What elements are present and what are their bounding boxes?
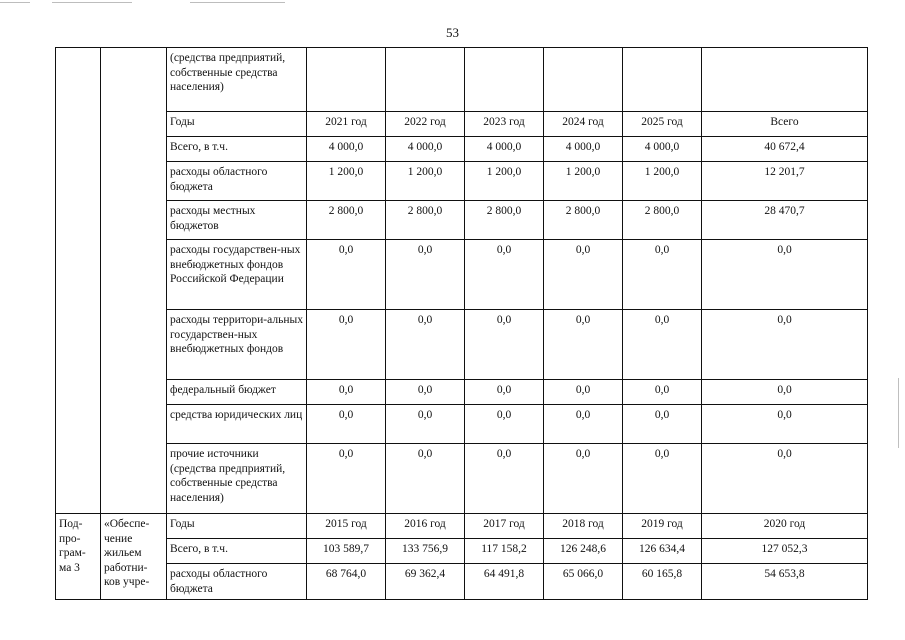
value-cell: 117 158,2 — [465, 539, 544, 564]
value-cell: 1 200,0 — [307, 162, 386, 201]
code-cell — [56, 48, 101, 514]
value-cell: 12 201,7 — [702, 162, 868, 201]
value-cell: 60 165,8 — [623, 564, 702, 600]
row-label: расходы местных бюджетов — [167, 201, 307, 240]
value-cell: 2018 год — [544, 514, 623, 539]
table-row — [56, 112, 868, 137]
value-cell: 0,0 — [386, 310, 465, 380]
row-label: Всего, в т.ч. — [167, 137, 307, 162]
page-number: 53 — [446, 25, 459, 40]
value-cell: 0,0 — [544, 380, 623, 405]
value-cell: 2 800,0 — [544, 201, 623, 240]
value-cell: 2022 год — [386, 112, 465, 137]
scan-edge-line — [52, 2, 132, 3]
value-cell: 2 800,0 — [623, 201, 702, 240]
table-row — [56, 539, 868, 564]
value-cell — [307, 48, 386, 112]
value-cell: 0,0 — [623, 310, 702, 380]
table-row — [56, 514, 868, 539]
value-cell: 0,0 — [544, 240, 623, 310]
value-cell: 4 000,0 — [544, 137, 623, 162]
name-cell — [101, 48, 167, 514]
table-row — [56, 48, 868, 112]
value-cell: 0,0 — [465, 405, 544, 444]
value-cell: 0,0 — [465, 240, 544, 310]
value-cell: 0,0 — [386, 380, 465, 405]
value-cell: 0,0 — [465, 310, 544, 380]
value-cell: 2017 год — [465, 514, 544, 539]
value-cell: 69 362,4 — [386, 564, 465, 600]
value-cell: 0,0 — [623, 380, 702, 405]
value-cell — [386, 48, 465, 112]
value-cell: 0,0 — [386, 444, 465, 514]
value-cell: 0,0 — [465, 444, 544, 514]
value-cell: 126 248,6 — [544, 539, 623, 564]
value-cell: 0,0 — [307, 240, 386, 310]
row-label: Всего, в т.ч. — [167, 539, 307, 564]
value-cell — [623, 48, 702, 112]
value-cell: 0,0 — [623, 405, 702, 444]
row-label: расходы областного бюджета — [167, 162, 307, 201]
value-cell: 0,0 — [307, 405, 386, 444]
value-cell: Всего — [702, 112, 868, 137]
table-row — [56, 162, 868, 201]
row-label: прочие источники (средства предприятий, собственные средства населения) — [167, 444, 307, 514]
value-cell: 2 800,0 — [465, 201, 544, 240]
value-cell: 0,0 — [544, 405, 623, 444]
value-cell: 1 200,0 — [623, 162, 702, 201]
value-cell: 64 491,8 — [465, 564, 544, 600]
row-label: расходы территори-альных государствен-ных внебюджетных фондов — [167, 310, 307, 380]
value-cell: 54 653,8 — [702, 564, 868, 600]
value-cell: 0,0 — [702, 240, 868, 310]
row-label: Годы — [167, 112, 307, 137]
value-cell: 2023 год — [465, 112, 544, 137]
value-cell: 0,0 — [702, 380, 868, 405]
value-cell: 68 764,0 — [307, 564, 386, 600]
value-cell: 2 800,0 — [307, 201, 386, 240]
row-label: федеральный бюджет — [167, 380, 307, 405]
scan-edge-line — [190, 2, 285, 3]
table-row — [56, 444, 868, 514]
funding-table — [55, 47, 868, 600]
table-row — [56, 201, 868, 240]
table-row — [56, 310, 868, 380]
value-cell — [465, 48, 544, 112]
row-label: расходы государствен-ных внебюджетных фондов Российской Федерации — [167, 240, 307, 310]
row-label: (средства предприятий, собственные средства населения) — [167, 48, 307, 112]
value-cell: 127 052,3 — [702, 539, 868, 564]
value-cell: 0,0 — [623, 444, 702, 514]
value-cell: 40 672,4 — [702, 137, 868, 162]
value-cell: 1 200,0 — [544, 162, 623, 201]
value-cell: 4 000,0 — [307, 137, 386, 162]
value-cell: 2015 год — [307, 514, 386, 539]
value-cell: 0,0 — [307, 444, 386, 514]
scan-edge-mark — [898, 378, 899, 448]
value-cell — [702, 48, 868, 112]
value-cell: 65 066,0 — [544, 564, 623, 600]
value-cell: 133 756,9 — [386, 539, 465, 564]
value-cell: 0,0 — [544, 310, 623, 380]
value-cell: 126 634,4 — [623, 539, 702, 564]
scan-edge-line — [0, 2, 30, 3]
value-cell: 2025 год — [623, 112, 702, 137]
value-cell: 2016 год — [386, 514, 465, 539]
value-cell: 0,0 — [702, 310, 868, 380]
value-cell — [544, 48, 623, 112]
row-label: Годы — [167, 514, 307, 539]
value-cell: 2021 год — [307, 112, 386, 137]
value-cell: 0,0 — [465, 380, 544, 405]
value-cell: 103 589,7 — [307, 539, 386, 564]
value-cell: 0,0 — [307, 380, 386, 405]
value-cell: 0,0 — [307, 310, 386, 380]
value-cell: 1 200,0 — [465, 162, 544, 201]
value-cell: 4 000,0 — [465, 137, 544, 162]
value-cell: 0,0 — [702, 405, 868, 444]
row-label: средства юридических лиц — [167, 405, 307, 444]
value-cell: 28 470,7 — [702, 201, 868, 240]
table-row — [56, 380, 868, 405]
table-row — [56, 405, 868, 444]
table-row — [56, 240, 868, 310]
table-row — [56, 137, 868, 162]
row-label: расходы областного бюджета — [167, 564, 307, 600]
value-cell: 2024 год — [544, 112, 623, 137]
value-cell: 0,0 — [623, 240, 702, 310]
table-row — [56, 564, 868, 600]
value-cell: 1 200,0 — [386, 162, 465, 201]
subprogram-code: Под-про-грам-ма 3 — [56, 514, 101, 600]
value-cell: 0,0 — [702, 444, 868, 514]
value-cell: 4 000,0 — [386, 137, 465, 162]
value-cell: 2020 год — [702, 514, 868, 539]
value-cell: 2019 год — [623, 514, 702, 539]
subprogram-name: «Обеспе-чение жильем работни-ков учре- — [101, 514, 167, 600]
value-cell: 0,0 — [386, 405, 465, 444]
value-cell: 2 800,0 — [386, 201, 465, 240]
value-cell: 0,0 — [386, 240, 465, 310]
value-cell: 4 000,0 — [623, 137, 702, 162]
value-cell: 0,0 — [544, 444, 623, 514]
